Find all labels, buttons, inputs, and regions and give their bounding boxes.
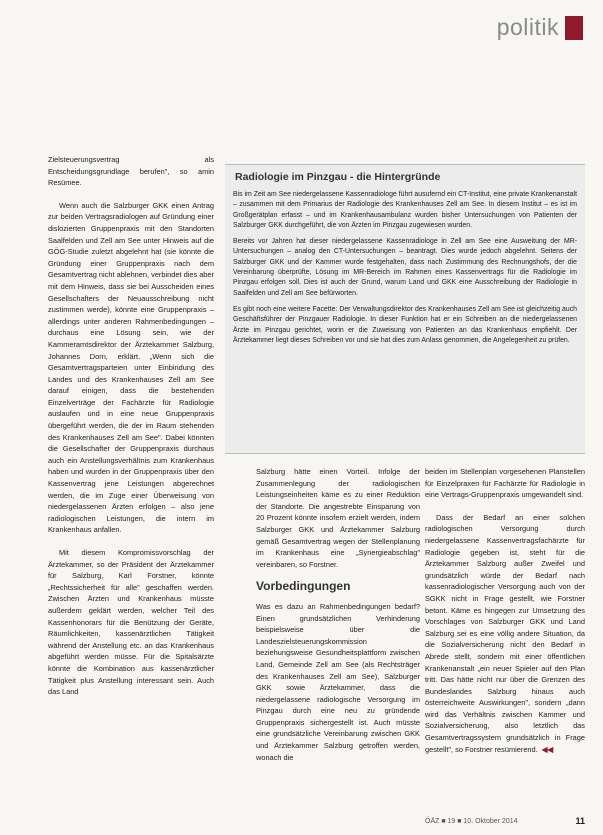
article-paragraph: Was es dazu an Rahmenbedingungen bedarf? Einen grundsätzlichen Verhinderung beispielsweise über die Landeszielsteuerungskommission beziehungsweise Gesundheitsplattform zwischen Land, Gemeinde Zell am See (als Rechtsträger des Krankenhauses Zell am See), Salzburger GKK sowie Ärztekammer, dass die niedergelassene radiologische Versorgung im Pinzgau durch eine neu zu gründende Gruppenpraxis sichergestellt ist. Auch müsste eine grundsätzliche Vereinbarung zwischen GKK und Ärztekammer Salzburg getroffen werden, wonach die [256,601,420,762]
article-column-left [48,154,214,794]
article-paragraph: Mit diesem Kompromissvorschlag der Ärztekammer, so der Präsident der Ärztekammer für Salzburg, Karl Forstner, könnte „Rechtssicherheit für alle" geschaffen werden. Zwischen Ärzten und Krankenhaus müsste außerdem geklärt werden, welcher Teil des Kassenhonorars für die Benützung der Geräte, Räumlichkeiten, kassenärztlichen Tätigkeit während der Anstellung etc. an das Krankenhaus abgeführt werden müsse. Für die Spitalsärzte könnte die Kombination aus kassenärztlicher Tätigkeit plus Anstellung interessant sein. Auch das Land [48,548,214,697]
article-paragraph-text: Dass der Bedarf an einer solchen radiologischen Versorgung durch niedergelassene Kassenvertragsfachärzte für Radiologie gegeben ist, steht für die Ärztekammer Salzburg außer Zweifel und grundsätzlich würde der Bedarf nach kassenradiologischer Versorgung auch von der SGKK nicht in Frage gestellt, wie Forstner betont. Käme es hingegen zur Umsetzung des Vorschlages von Salzburger GKK und Land Salzburg sei es eine völlig andere Situation, da die Sozialversicherung nicht den Bedarf in Abrede stellt, sondern mit einer öffentlichen Krankenanstalt „ein neuer Spieler auf den Plan tritt. Das hätte nicht nur über die Grenzen des Bundeslandes Salzburg hinaus auch österreichweite Auswirkungen", sondern „dann wird das Verhältnis zwischen Kammer und Sozialversicherung, also letztlich das Gesamtvertragssystem grundsätzlich in Frage gestellt", so Forstner resümierend. [425,512,585,754]
article-paragraph [425,512,585,755]
section-header [497,14,583,41]
article-paragraph: Wenn auch die Salzburger GKK einen Antrag zur beiden Vertragsradiologen auf Gründung einer dislozierten Gruppenpraxis mit den Standorten Saalfelden und Zell am See unter Hinweis auf die GÖG-Studie zuletzt abgelehnt hat (sie könnte die Gründung einer Gruppenpraxis nach dem Gesamtvertrag nicht ablehnen, verbindet dies aber mit dem Hinweis, dass sie bei Ausscheiden eines Gesellschafters der Neuausschreibung nicht zustimmen werde), könnte eine Gruppenpraxis – allerdings unter anderen Rahmenbedingungen – durchaus eine Lösung sein, wie der Kammeramtsdirektor der Ärztekammer Salzburg, Johannes Dorn, erklärt. „Wenn sich die Gesamtvertragsparteien unter Einbindung des Landes und des Krankenhauses Zell am See darauf einigen, dass die bestehenden Einzelverträge der Fachärzte für Radiologie auslaufen und in eine neue Gruppenpraxis übergeführt werden, die der im Raum stehenden des Krankenhauses Zell am See". Dabei könnten die Gesellschafter der Gruppenpraxis durchaus auch ein Anstellungsverhältnis zum Krankenhaus haben und wurden in der Gruppenpraxis über den Kassenvertrag jene Leistungen abgerechnet werden, die im Zuge einer Überweisung von niedergelassenen Ärzten erfolgen – also jene radiologischen Leistungen, die intern im Krankenhaus anfallen. [48,200,214,535]
infobox-body [233,190,577,346]
article-paragraph: beiden im Stellenplan vorgesehenen Planstellen für Einzelpraxen für Fachärzte für Radiologie in eine Vertrags-Gruppenpraxis umgewandelt sind. [425,467,585,500]
section-label: politik [496,14,559,40]
page-number: 11 [575,816,585,826]
issue-info: ÖÄZ ■ 19 ■ 10. Oktober 2014 [425,817,518,825]
article-paragraph: Salzburg hätte einen Vorteil. Infolge der Zusammenlegung der radiologischen Leistungseinheiten käme es zu einer Reduktion der Standorte. Die angestrebte Einsparung von 20 Prozent könnte insofern erzielt werden, indem Salzburger GKK und Ärztekammer Salzburg gemäß Gesamtvertrag wegen der Stellenplanung im Krankenhaus eine „Synergieabschlag" vereinbaren, so Forstner. [256,467,420,569]
section-color-block [565,16,583,40]
page-footer [425,816,585,826]
infobox-paragraph: Bis im Zeit am See niedergelassene Kassenradiologe führt ausufernd ein CT-Institut, eine private Krankenanstalt – zusammen mit dem Primarius der Radiologie des Krankenhauses Zell am See. In diesem Institut – es ist im Großgerätplan erfasst – und im Krankenhausambulanz wurden bisher Untersuchungen von Patienten der Salzburger GKK durchgeführt, die von Ärzten im Pinzgau zugewiesen wurden. [233,191,577,229]
article-column-middle [256,466,420,794]
article-column-right [425,466,585,794]
infobox-title: Radiologie im Pinzgau - die Hintergründe [235,171,441,183]
infobox-paragraph: Bereits vor Jahren hat dieser niedergelassene Kassenradiologe in Zell am See eine Ausweitung der MR-Untersuchungen – analog den CT-Untersuchungen – beantragt. Dies wurde jedoch abgelehnt. Seitens der Salzburger GKK und der Kammer wurde festgehalten, dass nach Zustimmung des Rechnungshofs, der die Vereinbarung überprüfte, Lösung im MR-Bereich im Rahmen eines Kassenvertrags für die Radiologie im Pinzgau erfolgen soll. Dies ist auch der Grund, warum Land und GKK eine Ausschreibung der Radiologie in Saalfelden und Zell am See befürworten. [233,238,577,297]
infobox [225,164,585,454]
infobox-paragraph: Es gibt noch eine weitere Facette: Der Verwaltungsdirektor des Krankenhauses Zell am See ist gleichzeitig auch Geschäftsführer der Pinzgauer Radiologie. In dieser Funktion hat er ein Schreiben an die niedergelassenen Ärzte im Pinzgau gerichtet, worin er die Zuweisung von Patienten an das Krankenhaus empfiehlt. Der Ärztekammer liegt dieses Schreiben vor und sie hat dies zum Anlass genommen, die Angelegenheit zu prüfen. [233,305,577,344]
end-of-article-icon: ◀◀ [541,744,554,754]
subheading: Vorbedingungen [256,579,351,594]
article-paragraph: Zielsteuerungsvertrag als Entscheidungsgrundlage berufen", so amin Resümee. [48,155,214,188]
